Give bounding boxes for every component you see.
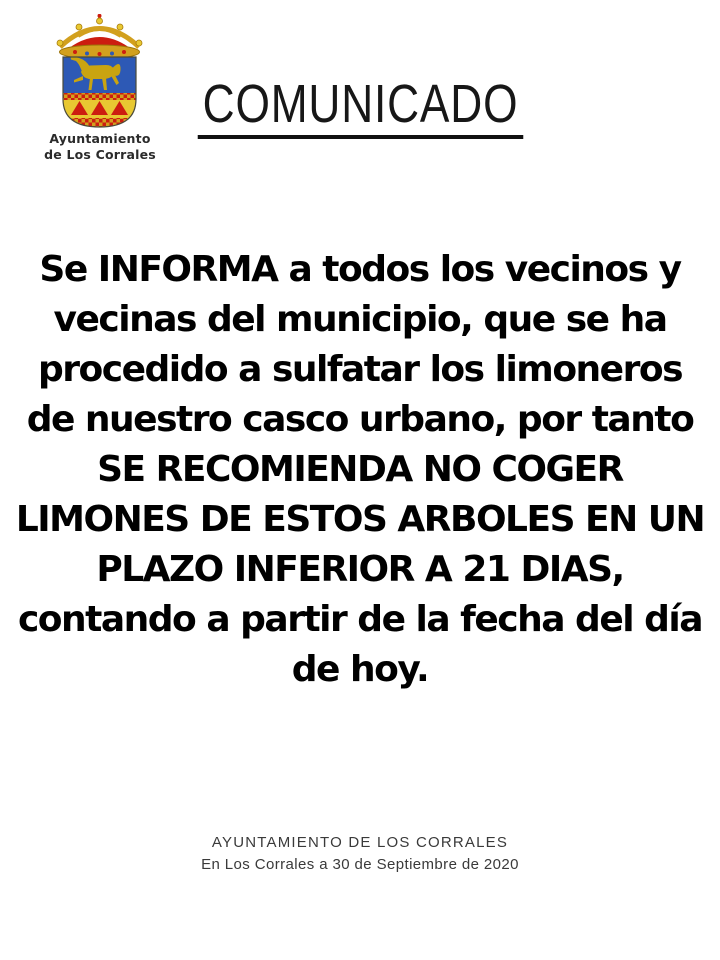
footer-place-date: En Los Corrales a 30 de Septiembre de 2020 bbox=[201, 856, 519, 873]
footer-organization: AYUNTAMIENTO DE LOS CORRALES bbox=[211, 834, 509, 851]
crest-label-line1: Ayuntamiento bbox=[49, 131, 151, 146]
notice-body bbox=[0, 245, 720, 695]
notice-body-line: PLAZO INFERIOR A 21 DIAS, bbox=[96, 549, 624, 590]
notice-body-line: procedido a sulfatar los limoneros bbox=[37, 349, 683, 390]
notice-body-line: de nuestro casco urbano, por tanto bbox=[26, 399, 694, 440]
title-area bbox=[0, 74, 720, 139]
notice-footer bbox=[0, 832, 720, 876]
page-title: COMUNICADO bbox=[197, 77, 523, 139]
notice-body-line: contando a partir de la fecha del día bbox=[17, 599, 703, 640]
notice-body-line: LIMONES DE ESTOS ARBOLES EN UN bbox=[15, 499, 705, 540]
notice-body-line: de hoy. bbox=[291, 649, 429, 690]
crown-icon bbox=[57, 14, 142, 59]
notice-body-line: SE RECOMIENDA NO COGER bbox=[97, 449, 623, 490]
notice-body-line: Se INFORMA a todos los vecinos y bbox=[39, 249, 681, 290]
notice-body-line: vecinas del municipio, que se ha bbox=[53, 299, 667, 340]
crest-label-line2: de Los Corrales bbox=[44, 147, 156, 162]
